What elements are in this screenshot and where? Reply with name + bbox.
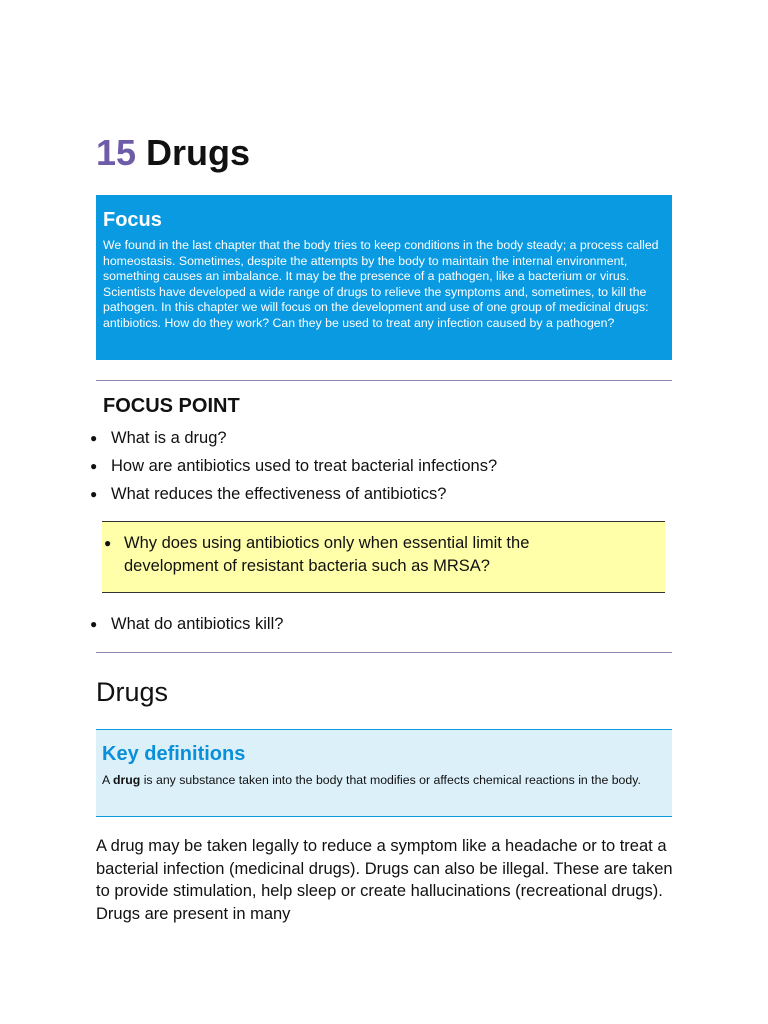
focus-point-heading: FOCUS POINT	[103, 395, 240, 417]
list-item	[90, 480, 497, 508]
bullet-icon: ●	[90, 431, 98, 445]
chapter-name: Drugs	[146, 132, 251, 173]
focus-point-list	[90, 424, 497, 508]
divider	[96, 380, 672, 381]
bullet-icon: ●	[90, 459, 98, 473]
list-item	[90, 424, 497, 452]
bullet-icon: ●	[104, 536, 112, 550]
focus-text: We found in the last chapter that the body tries to keep conditions in the body steady; a process called homeostasis. Sometimes, despite the attempts by the body to maintain the internal environment, something causes an imbalance. It may be the presence of a pathogen, like a bacterium or virus. Scientists have developed a wide range of drugs to relieve the symptoms and, sometimes, to kill the pathogen. In this chapter we will focus on the development and use of one group of medicinal drugs: antibiotics. How do they work? Can they be used to treat any infection caused by a pathogen?	[103, 238, 659, 330]
definition-term: drug	[112, 773, 141, 787]
key-definitions-box	[96, 729, 672, 817]
key-definitions-heading: Key definitions	[102, 743, 246, 765]
focus-heading: Focus	[103, 209, 162, 231]
list-item-text: What do antibiotics kill?	[111, 615, 284, 633]
divider	[96, 652, 672, 653]
definition-body: is any substance taken into the body that modifies or affects chemical reactions in the body.	[140, 773, 641, 787]
list-item	[90, 610, 283, 638]
chapter-number: 15	[96, 132, 137, 173]
list-item-text: How are antibiotics used to treat bacterial infections?	[111, 457, 498, 475]
bullet-icon: ●	[90, 487, 98, 501]
highlighted-item-text: Why does using antibiotics only when essential limit the development of resistant bacteria such as MRSA?	[124, 534, 530, 575]
list-item-text: What reduces the effectiveness of antibiotics?	[111, 485, 447, 503]
body-paragraph: A drug may be taken legally to reduce a symptom like a headache or to treat a bacterial infection (medicinal drugs). Drugs can also be illegal. These are taken to provide stimulation, help sleep or create hallucinations (recreational drugs). Drugs are present in many	[96, 837, 673, 923]
bullet-icon: ●	[90, 617, 98, 631]
highlighted-focus-point	[102, 521, 665, 593]
list-item	[90, 452, 497, 480]
definition-prefix: A	[102, 773, 113, 787]
section-title: Drugs	[96, 677, 169, 707]
list-item-text: What is a drug?	[111, 429, 227, 447]
focus-point-list-continued	[90, 610, 283, 638]
key-definition-text	[102, 772, 666, 788]
focus-box	[96, 195, 672, 360]
chapter-title	[96, 131, 250, 175]
